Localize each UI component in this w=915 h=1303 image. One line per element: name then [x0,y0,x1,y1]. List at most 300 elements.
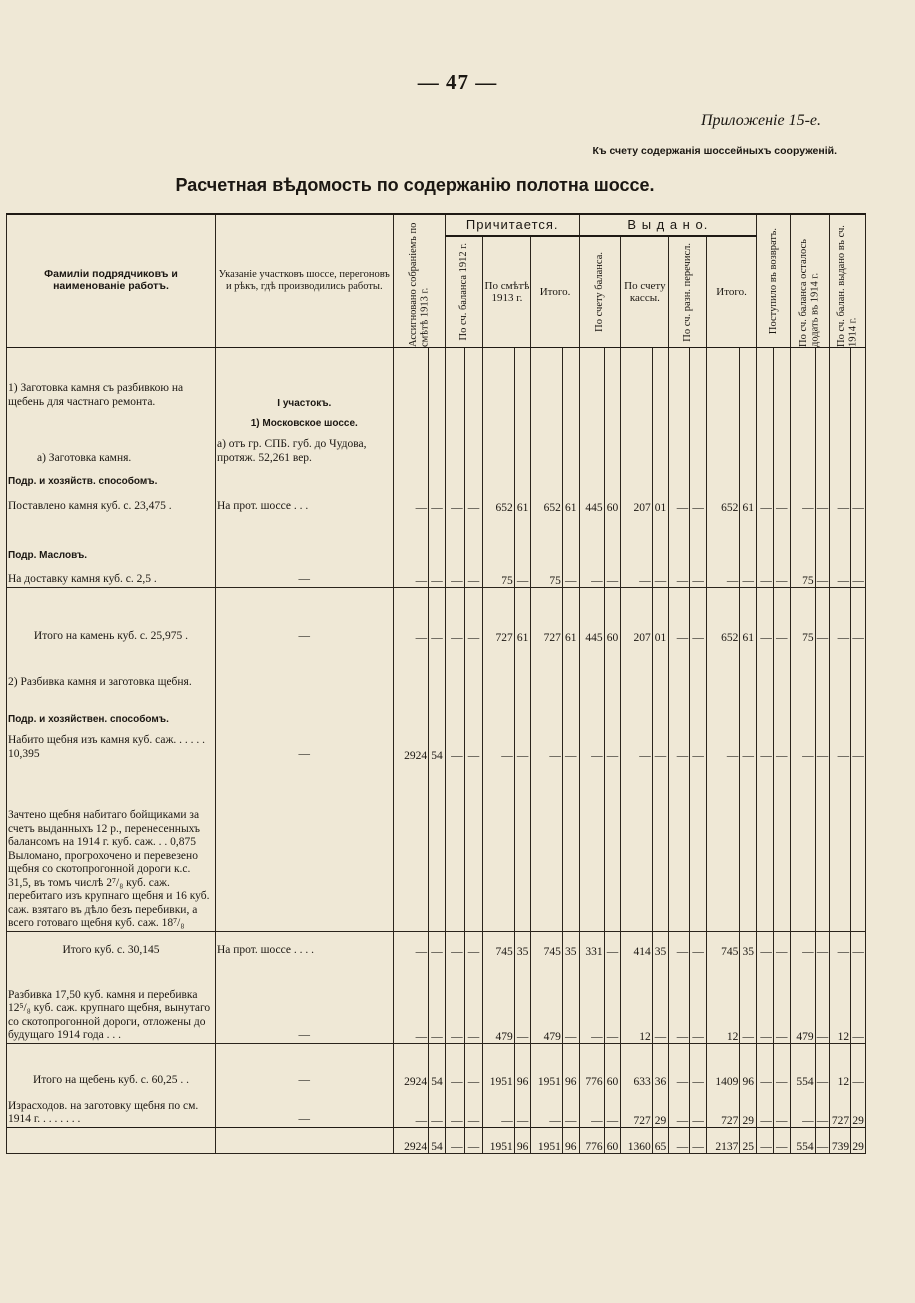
amount-cell: 1360 [621,1128,652,1154]
amount-cell: — [621,726,652,762]
location-cell: — [215,958,393,1044]
amount-cell [669,348,690,410]
amount-cell [579,644,604,690]
amount-cell: — [464,562,483,588]
amount-cell: 652 [531,488,562,514]
amount-cell: — [669,562,690,588]
amount-cell: — [669,588,690,644]
header-paid-cash: По счету кассы. [621,236,669,348]
amount-cell: — [445,1088,464,1128]
amount-cell: — [757,1128,774,1154]
amount-cell: 739 [830,1128,851,1154]
amount-cell [851,644,866,690]
amount-cell: — [429,588,446,644]
amount-cell: — [740,958,757,1044]
location-cell [215,466,393,488]
amount-cell [815,762,830,932]
amount-cell: — [669,958,690,1044]
amount-cell: — [815,1044,830,1088]
amount-cell [790,514,815,562]
amount-cell: 479 [790,958,815,1044]
amount-cell: — [579,1088,604,1128]
table-row [7,762,866,932]
amount-cell [531,514,562,562]
amount-cell: 12 [621,958,652,1044]
amount-cell: 2924 [393,1128,429,1154]
amount-cell: — [393,562,429,588]
amount-cell [464,466,483,488]
amount-cell: — [514,726,531,762]
document-title: Расчетная вѣдомость по содержанію полотна шоссе. [175,175,655,195]
amount-cell: 2137 [706,1128,739,1154]
amount-cell: 75 [790,562,815,588]
amount-cell: 60 [604,1128,621,1154]
amount-cell [790,762,815,932]
amount-cell: — [464,932,483,958]
amount-cell [531,690,562,726]
amount-cell: — [652,958,669,1044]
amount-cell: — [815,488,830,514]
table-row [7,644,866,690]
amount-cell: 25 [740,1128,757,1154]
amount-cell: 01 [652,588,669,644]
amount-cell [690,762,707,932]
amount-cell [445,644,464,690]
location-cell: 1) Московское шоссе. [215,410,393,430]
amount-cell: — [790,488,815,514]
amount-cell [621,762,652,932]
amount-cell: — [815,1088,830,1128]
amount-cell [514,514,531,562]
amount-cell [757,466,774,488]
amount-cell [483,514,514,562]
work-cell: Итого на щебень куб. с. 60,25 . . [7,1044,216,1088]
amount-cell: — [815,588,830,644]
amount-cell [579,348,604,410]
amount-cell [531,644,562,690]
work-cell: 1) Заготовка камня съ разбивкою на щебень для частнаго ремонта. [7,348,216,410]
amount-cell: 727 [483,588,514,644]
amount-cell [830,410,851,430]
amount-cell [514,430,531,466]
amount-cell: — [690,588,707,644]
amount-cell: — [445,1128,464,1154]
amount-cell: — [740,562,757,588]
location-cell: — [215,726,393,762]
amount-cell [562,466,579,488]
amount-cell [445,430,464,466]
amount-cell: 479 [531,958,562,1044]
amount-cell [706,410,739,430]
amount-cell: — [815,562,830,588]
amount-cell: — [621,562,652,588]
amount-cell [393,762,429,932]
amount-cell: — [393,588,429,644]
amount-cell [652,430,669,466]
amount-cell [579,690,604,726]
amount-cell: — [445,932,464,958]
amount-cell [531,430,562,466]
amount-cell [429,466,446,488]
amount-cell [393,348,429,410]
amount-cell: — [773,958,790,1044]
amount-cell [464,644,483,690]
location-cell: а) отъ гр. СПБ. губ. до Чудова, протяж. 52,261 вер. [215,430,393,466]
amount-cell [851,410,866,430]
header-remain-add: По сч. баланса осталось додать въ 1914 г. [790,214,830,348]
amount-cell [579,514,604,562]
amount-cell: 776 [579,1128,604,1154]
amount-cell [483,762,514,932]
amount-cell [740,762,757,932]
amount-cell: 207 [621,488,652,514]
amount-cell: — [464,488,483,514]
amount-cell [773,348,790,410]
location-cell [215,514,393,562]
amount-cell: — [393,932,429,958]
header-assigned: Ассигновано собраніемъ по смѣтѣ 1913 г. [393,214,445,348]
amount-cell: — [514,1088,531,1128]
amount-cell: 331 [579,932,604,958]
amount-cell [815,348,830,410]
amount-cell [830,762,851,932]
amount-cell: 96 [514,1128,531,1154]
amount-cell [579,430,604,466]
amount-cell [531,410,562,430]
amount-cell [429,762,446,932]
amount-cell [669,466,690,488]
amount-cell [851,466,866,488]
amount-cell: — [851,588,866,644]
amount-cell [604,410,621,430]
amount-cell: 727 [531,588,562,644]
amount-cell: — [790,1088,815,1128]
amount-cell: — [429,562,446,588]
amount-cell: — [579,562,604,588]
amount-cell [790,690,815,726]
amount-cell: 1951 [531,1044,562,1088]
amount-cell: — [464,958,483,1044]
amount-cell [740,410,757,430]
amount-cell [815,514,830,562]
work-cell: а) Заготовка камня. [7,430,216,466]
amount-cell: — [815,932,830,958]
amount-cell [652,514,669,562]
table-row [7,932,866,958]
amount-cell [706,514,739,562]
amount-cell [757,690,774,726]
amount-cell [706,348,739,410]
amount-cell: — [773,726,790,762]
amount-cell: — [669,726,690,762]
amount-cell: 2924 [393,1044,429,1088]
amount-cell [669,514,690,562]
amount-cell: — [851,932,866,958]
amount-cell: — [464,588,483,644]
amount-cell: 414 [621,932,652,958]
amount-cell: — [445,488,464,514]
amount-cell: 96 [562,1044,579,1088]
amount-cell: — [445,1044,464,1088]
amount-cell: — [669,932,690,958]
amount-cell [514,644,531,690]
amount-cell: 29 [851,1088,866,1128]
amount-cell: 29 [740,1088,757,1128]
amount-cell [531,762,562,932]
amount-cell: 35 [514,932,531,958]
location-cell: На прот. шоссе . . . . [215,932,393,958]
amount-cell [652,762,669,932]
amount-cell [790,644,815,690]
amount-cell [790,430,815,466]
amount-cell: — [579,958,604,1044]
amount-cell [445,348,464,410]
work-cell: Израсходов. на заготовку щебня по см. 1914 г. . . . . . . . [7,1088,216,1128]
amount-cell [621,348,652,410]
amount-cell [830,466,851,488]
amount-cell: — [483,1088,514,1128]
location-cell: — [215,562,393,588]
amount-cell: 12 [706,958,739,1044]
amount-cell [757,644,774,690]
amount-cell: 12 [830,958,851,1044]
amount-cell [483,410,514,430]
amount-cell: — [429,958,446,1044]
amount-cell [429,348,446,410]
amount-cell [830,430,851,466]
table-header [7,214,866,348]
amount-cell [690,466,707,488]
header-returned: Поступило въ возвратъ. [757,214,790,348]
amount-cell [429,410,446,430]
amount-cell: 652 [706,588,739,644]
amount-cell: 29 [652,1088,669,1128]
amount-cell: — [562,726,579,762]
amount-cell [669,690,690,726]
amount-cell: 1951 [483,1128,514,1154]
amount-cell [514,466,531,488]
amount-cell: — [830,726,851,762]
amount-cell: — [690,1044,707,1088]
amount-cell [773,430,790,466]
work-cell: Зачтено щебня набитаго бойщиками за счетъ выданныхъ 12 р., перенесенныхъ балансомъ на 1914 г. куб. саж. . . 0,875 Выломано, прогрохочено и перевезено щебня со скотопрогонной дороги к.с. 31,5, въ томъ числѣ 2⁷/₈ куб. саж. перебитаго изъ крупнаго щебня и 16 куб. саж. взятаго въ дѣло безъ перебивки, а всего готоваго щебня куб. саж. 18⁷/₈ [7,762,216,932]
amount-cell [562,348,579,410]
header-paid-misc: По сч. разн. перечисл. [669,236,707,348]
amount-cell: 36 [652,1044,669,1088]
document-subtitle: Къ счету содержанія шоссейныхъ сооруженій. [592,145,837,157]
amount-cell [483,466,514,488]
amount-cell: 745 [483,932,514,958]
amount-cell: — [757,488,774,514]
amount-cell [445,690,464,726]
amount-cell [604,762,621,932]
amount-cell [393,690,429,726]
amount-cell [851,762,866,932]
amount-cell: 96 [562,1128,579,1154]
table-row [7,1128,866,1154]
amount-cell: — [393,958,429,1044]
amount-cell: — [830,488,851,514]
amount-cell: 745 [706,932,739,958]
amount-cell [604,430,621,466]
amount-cell [429,690,446,726]
amount-cell: — [429,932,446,958]
amount-cell [815,410,830,430]
amount-cell: — [851,1044,866,1088]
amount-cell: 1951 [483,1044,514,1088]
amount-cell [579,762,604,932]
amount-cell: — [851,958,866,1044]
amount-cell [621,644,652,690]
amount-cell [830,514,851,562]
header-paid-group: В ы д а н о. [579,214,757,236]
amount-cell: 75 [483,562,514,588]
table-row [7,430,866,466]
table-row [7,726,866,762]
amount-cell [773,466,790,488]
location-cell [215,690,393,726]
amount-cell [773,514,790,562]
amount-cell [690,410,707,430]
table-row [7,466,866,488]
amount-cell: — [757,932,774,958]
location-cell: — [215,1088,393,1128]
header-due-estimate: По смѣтѣ 1913 г. [483,236,531,348]
amount-cell [429,430,446,466]
amount-cell [830,348,851,410]
amount-cell [740,430,757,466]
amount-cell: 61 [514,488,531,514]
amount-cell: 35 [562,932,579,958]
amount-cell: — [773,932,790,958]
work-cell: На доставку камня куб. с. 2,5 . [7,562,216,588]
header-paid-total: Итого. [706,236,756,348]
amount-cell: — [851,488,866,514]
amount-cell [562,644,579,690]
amount-cell: — [830,932,851,958]
amount-cell: 35 [740,932,757,958]
table-row [7,410,866,430]
amount-cell [740,514,757,562]
location-cell [215,644,393,690]
amount-cell [464,690,483,726]
amount-cell [483,644,514,690]
amount-cell: — [757,1044,774,1088]
amount-cell: 61 [562,588,579,644]
work-cell [7,410,216,430]
amount-cell: — [773,1128,790,1154]
amount-cell: 445 [579,488,604,514]
amount-cell [393,430,429,466]
amount-cell: — [706,726,739,762]
amount-cell: — [652,726,669,762]
amount-cell: 54 [429,1044,446,1088]
amount-cell [740,466,757,488]
amount-cell: — [531,726,562,762]
amount-cell: — [690,1128,707,1154]
amount-cell: 61 [740,488,757,514]
location-cell: I участокъ. [215,348,393,410]
amount-cell: 652 [483,488,514,514]
amount-cell [621,514,652,562]
amount-cell [429,644,446,690]
table-row [7,1088,866,1128]
amount-cell [514,348,531,410]
amount-cell: — [815,1128,830,1154]
location-cell: — [215,1044,393,1088]
amount-cell [445,410,464,430]
amount-cell: 35 [652,932,669,958]
amount-cell [790,348,815,410]
amount-cell: — [445,726,464,762]
amount-cell [445,466,464,488]
header-works: Фамиліи подрядчиковъ и наименованіе работъ. [7,214,216,348]
table-row [7,958,866,1044]
amount-cell [562,514,579,562]
amount-cell [464,430,483,466]
amount-cell [790,466,815,488]
amount-cell [621,430,652,466]
amount-cell [483,348,514,410]
amount-cell [815,466,830,488]
amount-cell: — [690,488,707,514]
amount-cell: — [429,1088,446,1128]
amount-cell: — [562,958,579,1044]
amount-cell: 61 [740,588,757,644]
amount-cell [652,410,669,430]
amount-cell: 652 [706,488,739,514]
amount-cell: — [445,958,464,1044]
amount-cell: — [669,1128,690,1154]
amount-cell [604,644,621,690]
amount-cell: 1951 [531,1128,562,1154]
amount-cell [757,410,774,430]
table-row [7,514,866,562]
amount-cell [652,690,669,726]
work-cell: Подр. и хозяйствен. способомъ. [7,690,216,726]
table-row [7,690,866,726]
amount-cell [773,410,790,430]
amount-cell [483,430,514,466]
amount-cell [690,514,707,562]
table-body [7,348,866,1154]
amount-cell [464,514,483,562]
amount-cell: 745 [531,932,562,958]
header-due-total: Итого. [531,236,579,348]
amount-cell: 445 [579,588,604,644]
amount-cell [690,644,707,690]
amount-cell [851,690,866,726]
amount-cell: — [464,726,483,762]
amount-cell [579,466,604,488]
amount-cell [851,348,866,410]
amount-cell: 1409 [706,1044,739,1088]
amount-cell [851,514,866,562]
amount-cell: 54 [429,1128,446,1154]
amount-cell [706,690,739,726]
amount-cell: — [815,726,830,762]
amount-cell [393,514,429,562]
header-due-balance: По сч. баланса 1912 г. [445,236,483,348]
amount-cell: 01 [652,488,669,514]
amount-cell [464,348,483,410]
amount-cell [604,348,621,410]
amount-cell: — [445,588,464,644]
amount-cell: — [652,562,669,588]
amount-cell [562,762,579,932]
amount-cell [830,644,851,690]
amount-cell: — [464,1044,483,1088]
